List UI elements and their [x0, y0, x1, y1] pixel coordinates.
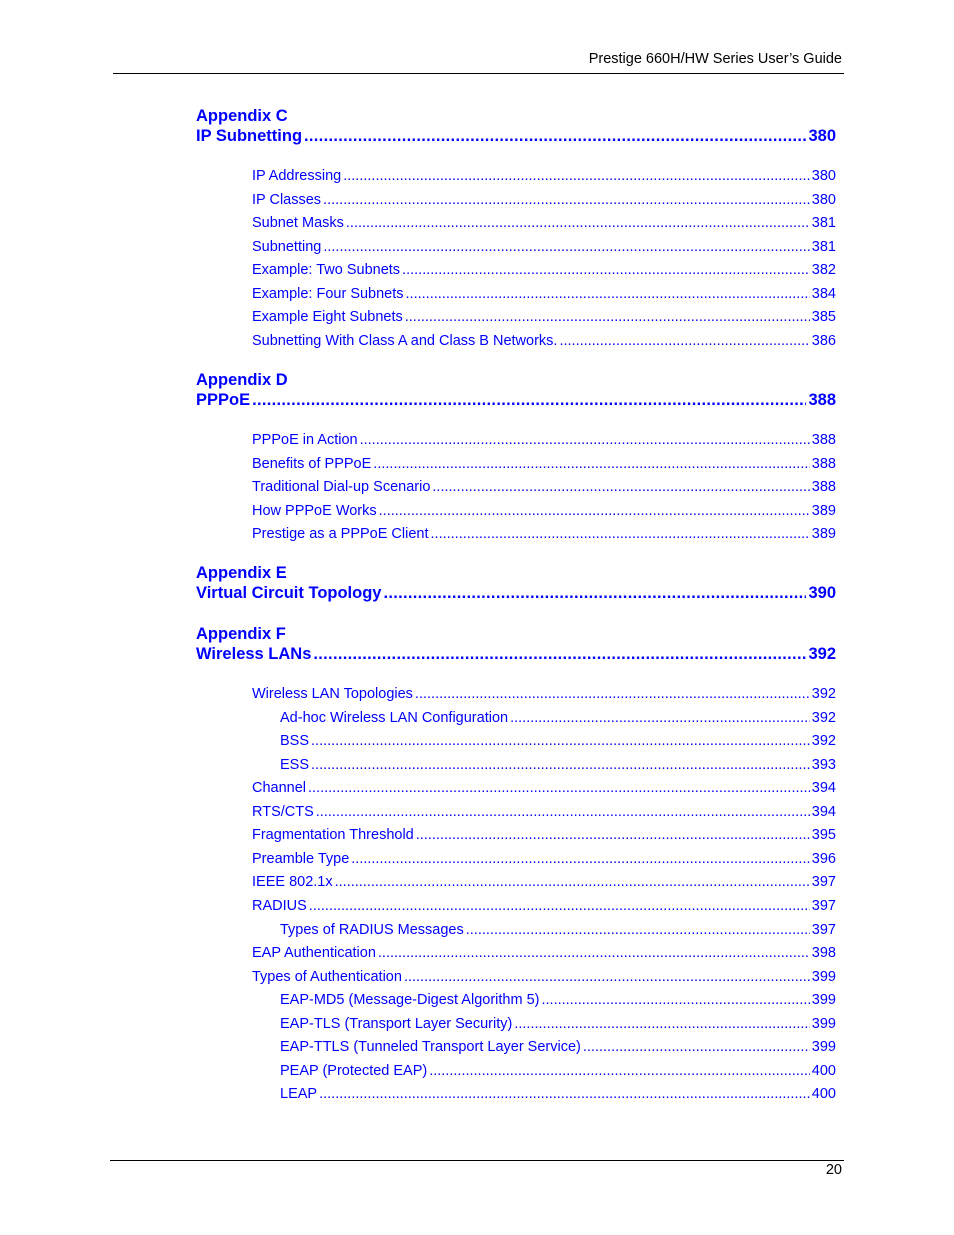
toc-page-number: 388: [811, 455, 836, 472]
toc-entry-title: RADIUS: [252, 897, 307, 914]
toc-entry-link[interactable]: [280, 922, 836, 938]
toc-page-number: 385: [811, 309, 836, 326]
toc-entry-link[interactable]: [252, 333, 836, 349]
toc-entry-title: EAP Authentication: [252, 945, 376, 962]
dot-leader: [416, 827, 810, 843]
page-number: 20: [825, 1162, 842, 1178]
dot-leader: [402, 262, 810, 278]
toc-entry-link[interactable]: [252, 192, 836, 208]
dot-leader: [346, 215, 810, 231]
toc-entry-title: IP Classes: [252, 191, 322, 208]
toc-page-number: 398: [811, 945, 836, 962]
toc-chapter-title: PPPoE: [196, 391, 251, 409]
dot-leader: [309, 898, 810, 914]
toc-page-number: 382: [811, 262, 836, 279]
toc-entry-link[interactable]: [252, 456, 836, 472]
dot-leader: [583, 1039, 810, 1055]
dot-leader: [311, 733, 810, 749]
toc-chapter-link[interactable]: [196, 645, 836, 664]
running-header: Prestige 660H/HW Series User’s Guide: [588, 51, 842, 67]
toc-entry-title: EAP-MD5 (Message-Digest Algorithm 5): [280, 992, 540, 1009]
toc-entry-link[interactable]: [252, 168, 836, 184]
toc-page-number: 397: [811, 874, 836, 891]
toc-page-number: 380: [808, 127, 836, 145]
dot-leader: [466, 922, 810, 938]
toc-page-number: 381: [811, 215, 836, 232]
toc-page-number: 389: [811, 526, 836, 543]
toc-page-number: 397: [811, 897, 836, 914]
dot-leader: [360, 432, 810, 448]
toc-entry-title: Types of Authentication: [252, 968, 402, 985]
toc-entry-title: Example: Four Subnets: [252, 285, 404, 302]
toc-entry-link[interactable]: [252, 309, 836, 325]
appendix-label: Appendix C: [196, 107, 288, 125]
toc-page-number: 392: [811, 709, 836, 726]
toc-entry-link[interactable]: [280, 1086, 836, 1102]
appendix-label: Appendix F: [196, 625, 286, 643]
toc-page-number: 380: [811, 191, 836, 208]
toc-entry-title: Subnetting With Class A and Class B Networks.: [252, 332, 558, 349]
toc-entry-title: Wireless LAN Topologies: [252, 686, 413, 702]
toc-entry-title: Channel: [252, 780, 307, 797]
toc-entry-link[interactable]: [252, 780, 836, 796]
toc-entry-title: RTS/CTS: [252, 803, 314, 820]
toc-page-number: 392: [811, 686, 836, 702]
toc-chapter-link[interactable]: [196, 584, 836, 603]
toc-page-number: 386: [811, 332, 836, 349]
dot-leader: [316, 804, 810, 820]
toc-entry-title: ESS: [280, 756, 310, 773]
toc-chapter-title: IP Subnetting: [196, 127, 303, 145]
dot-leader: [343, 168, 810, 184]
dot-leader: [313, 645, 806, 664]
appendix-label: Appendix E: [196, 564, 287, 582]
dot-leader: [304, 127, 806, 146]
toc-entry-title: Benefits of PPPoE: [252, 455, 372, 472]
toc-entry-link[interactable]: [252, 874, 836, 890]
toc-page-number: 392: [808, 645, 836, 663]
dot-leader: [323, 239, 809, 255]
toc-entry-link[interactable]: [252, 239, 836, 255]
toc-chapter-link[interactable]: [196, 391, 836, 410]
toc-entry-title: Ad-hoc Wireless LAN Configuration: [280, 709, 509, 726]
toc-entry-title: IP Addressing: [252, 168, 342, 184]
dot-leader: [404, 969, 810, 985]
toc-entry-link[interactable]: [280, 710, 836, 726]
toc-entry-title: PPPoE in Action: [252, 432, 358, 448]
toc-page-number: 395: [811, 827, 836, 844]
toc-entry-link[interactable]: [252, 479, 836, 495]
toc-entry-link[interactable]: [252, 286, 836, 302]
toc-entry-link[interactable]: [252, 686, 836, 702]
toc-entry-link[interactable]: [280, 733, 836, 749]
toc-entry-link[interactable]: [252, 945, 836, 961]
toc-entry-link[interactable]: [280, 1063, 836, 1079]
toc-entry-title: Fragmentation Threshold: [252, 827, 414, 844]
toc-entry-link[interactable]: [252, 432, 836, 448]
toc-page-number: 392: [811, 733, 836, 750]
dot-leader: [373, 456, 810, 472]
dot-leader: [311, 757, 810, 773]
toc-entry-link[interactable]: [252, 898, 836, 914]
dot-leader: [415, 686, 810, 702]
toc-page-number: 390: [808, 584, 836, 602]
toc-page-number: 381: [811, 238, 836, 255]
dot-leader: [510, 710, 810, 726]
toc-page-number: 399: [811, 1015, 836, 1032]
dot-leader: [323, 192, 810, 208]
toc-entry-link[interactable]: [280, 992, 836, 1008]
toc-entry-title: Example: Two Subnets: [252, 262, 401, 279]
dot-leader: [351, 851, 810, 867]
dot-leader: [559, 333, 809, 349]
dot-leader: [378, 945, 810, 961]
dot-leader: [405, 309, 810, 325]
footer-rule: [110, 1160, 844, 1161]
toc-entry-title: LEAP: [280, 1086, 318, 1103]
toc-page-number: 388: [811, 432, 836, 448]
toc-page-number: 393: [811, 756, 836, 773]
toc-entry-title: How PPPoE Works: [252, 502, 377, 519]
toc-entry-link[interactable]: [252, 215, 836, 231]
toc-entry-title: Traditional Dial-up Scenario: [252, 479, 431, 496]
toc-entry-link[interactable]: [252, 804, 836, 820]
toc-entry-title: PEAP (Protected EAP): [280, 1062, 428, 1079]
toc-entry-link[interactable]: [252, 526, 836, 542]
toc-entry-link[interactable]: [280, 1039, 836, 1055]
toc-page-number: 397: [811, 921, 836, 938]
dot-leader: [379, 503, 810, 519]
toc-entry-link[interactable]: [252, 827, 836, 843]
toc-page-number: 389: [811, 502, 836, 519]
toc-page-number: 396: [811, 850, 836, 867]
toc-entry-title: Subnet Masks: [252, 215, 344, 232]
toc-entry-title: Subnetting: [252, 238, 322, 255]
dot-leader: [335, 874, 810, 890]
toc-chapter-link[interactable]: [196, 127, 836, 146]
toc-entry-title: EAP-TLS (Transport Layer Security): [280, 1015, 513, 1032]
dot-leader: [514, 1016, 809, 1032]
toc-page-number: 400: [811, 1086, 836, 1103]
toc-page-number: 384: [811, 285, 836, 302]
dot-leader: [252, 391, 806, 410]
toc-entry-title: BSS: [280, 733, 310, 750]
dot-leader: [319, 1086, 810, 1102]
toc-page-number: 394: [811, 780, 836, 797]
appendix-label: Appendix D: [196, 371, 288, 389]
toc-entry-link[interactable]: [252, 851, 836, 867]
toc-page-number: 399: [811, 992, 836, 1009]
toc-chapter-title: Virtual Circuit Topology: [196, 584, 382, 602]
toc-entry-link[interactable]: [252, 503, 836, 519]
toc-page-number: 399: [811, 968, 836, 985]
toc-page-number: 400: [811, 1062, 836, 1079]
dot-leader: [431, 526, 810, 542]
toc-page-number: 394: [811, 803, 836, 820]
toc-entry-link[interactable]: [280, 757, 836, 773]
toc-page-number: 388: [808, 391, 836, 409]
dot-leader: [429, 1063, 810, 1079]
toc-entry-title: Preamble Type: [252, 850, 350, 867]
toc-page-number: 399: [811, 1039, 836, 1056]
dot-leader: [406, 286, 810, 302]
dot-leader: [541, 992, 809, 1008]
dot-leader: [432, 479, 809, 495]
header-rule: [113, 73, 844, 74]
toc-page-number: 380: [811, 168, 836, 184]
toc-entry-title: Prestige as a PPPoE Client: [252, 526, 429, 543]
toc-entry-title: IEEE 802.1x: [252, 874, 333, 891]
toc-chapter-title: Wireless LANs: [196, 645, 312, 663]
toc-entry-title: Example Eight Subnets: [252, 309, 403, 326]
toc-entry-link[interactable]: [280, 1016, 836, 1032]
dot-leader: [383, 584, 806, 603]
toc-entry-title: Types of RADIUS Messages: [280, 921, 464, 938]
toc-entry-link[interactable]: [252, 262, 836, 278]
toc-entry-title: EAP-TTLS (Tunneled Transport Layer Service): [280, 1039, 581, 1056]
dot-leader: [308, 780, 810, 796]
toc-page-number: 388: [811, 479, 836, 496]
toc-entry-link[interactable]: [252, 969, 836, 985]
